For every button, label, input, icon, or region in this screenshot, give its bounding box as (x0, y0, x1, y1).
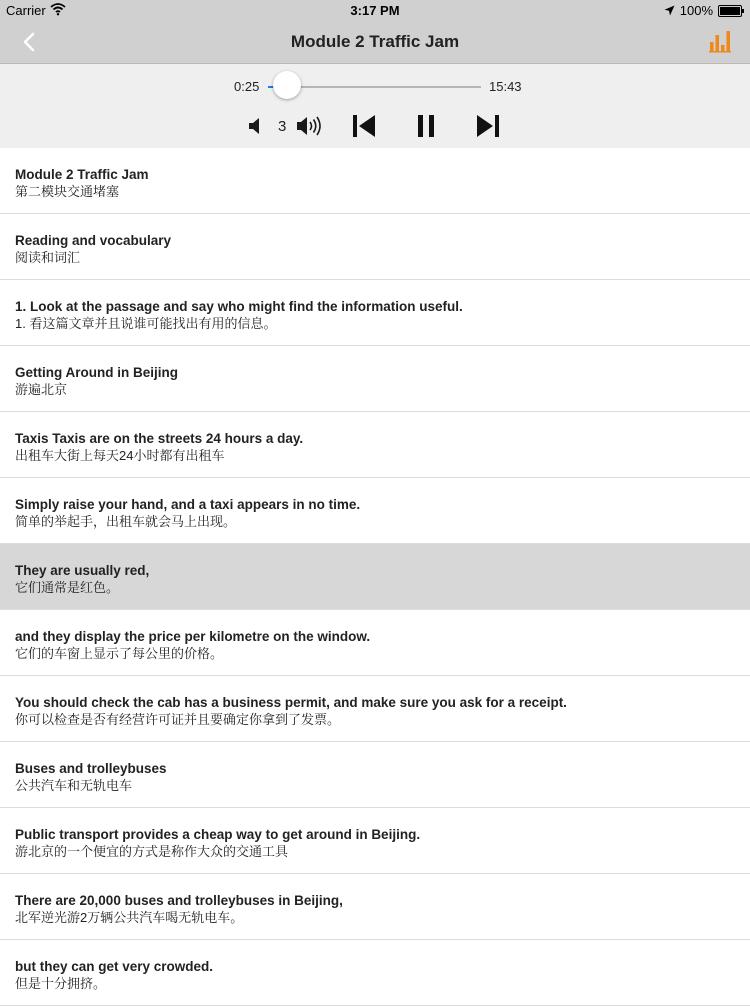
list-item[interactable] (0, 544, 750, 610)
nav-bar (0, 22, 750, 64)
sentence-english: There are 20,000 buses and trolleybuses in Beijing, (15, 893, 343, 908)
sentence-english: Getting Around in Beijing (15, 365, 178, 380)
list-item[interactable] (0, 478, 750, 544)
volume-down-icon[interactable] (248, 117, 264, 135)
list-item[interactable] (0, 214, 750, 280)
list-item[interactable] (0, 874, 750, 940)
list-item[interactable] (0, 940, 750, 1006)
sentence-chinese: 第二模块交通堵塞 (15, 184, 120, 199)
sentence-chinese: 1. 看这篇文章并且说谁可能找出有用的信息。 (15, 316, 277, 331)
list-item[interactable] (0, 280, 750, 346)
sentence-chinese: 出租车大街上每天24小时都有出租车 (15, 448, 225, 463)
carrier-label: Carrier (6, 3, 46, 18)
list-item[interactable] (0, 346, 750, 412)
list-item[interactable] (0, 676, 750, 742)
previous-track-icon[interactable] (352, 114, 376, 138)
sentence-english: Module 2 Traffic Jam (15, 167, 149, 182)
sentence-chinese: 简单的举起手，出租车就会马上出现。 (15, 514, 237, 529)
progress-thumb[interactable] (273, 71, 301, 99)
sentence-chinese: 游北京的一个便宜的方式是称作大众的交通工具 (15, 844, 289, 859)
sentence-chinese: 北军逆光游2万辆公共汽车喝无轨电车。 (15, 910, 244, 925)
list-item[interactable] (0, 808, 750, 874)
sentence-chinese: 它们通常是红色。 (15, 580, 120, 595)
sentence-chinese: 游遍北京 (15, 382, 68, 397)
sentence-english: Public transport provides a cheap way to get around in Beijing. (15, 827, 421, 842)
current-time: 0:25 (234, 79, 260, 94)
status-bar (0, 0, 750, 22)
sentence-chinese: 但是十分拥挤。 (15, 976, 107, 991)
sentence-english: Reading and vocabulary (15, 233, 172, 248)
total-time: 15:43 (489, 79, 522, 94)
sentence-english: Simply raise your hand, and a taxi appears in no time. (15, 497, 361, 512)
list-item[interactable] (0, 742, 750, 808)
clock: 3:17 PM (350, 3, 400, 18)
bar-chart-icon[interactable] (708, 29, 732, 53)
location-arrow-icon (664, 5, 675, 16)
sentence-english: Taxis Taxis are on the streets 24 hours a day. (15, 431, 304, 446)
list-item[interactable] (0, 148, 750, 214)
list-item[interactable] (0, 610, 750, 676)
sentence-chinese: 它们的车窗上显示了每公里的价格。 (15, 646, 224, 661)
sentence-english: Buses and trolleybuses (15, 761, 167, 776)
sentence-english: 1. Look at the passage and say who might find the information useful. (15, 299, 463, 314)
list-item[interactable] (0, 412, 750, 478)
sentence-chinese: 阅读和词汇 (15, 250, 81, 265)
sentence-list (0, 148, 750, 1006)
page-title: Module 2 Traffic Jam (290, 32, 460, 51)
pause-icon[interactable] (415, 114, 437, 138)
volume-level: 3 (278, 118, 287, 135)
next-track-icon[interactable] (476, 114, 500, 138)
volume-up-icon[interactable] (296, 115, 326, 137)
sentence-chinese: 公共汽车和无轨电车 (15, 778, 133, 793)
sentence-english: They are usually red, (15, 563, 150, 578)
sentence-english: and they display the price per kilometre on the window. (15, 629, 371, 644)
sentence-english: but they can get very crowded. (15, 959, 214, 974)
sentence-chinese: 你可以检查是否有经营许可证并且要确定你拿到了发票。 (15, 712, 341, 727)
audio-player (0, 64, 750, 148)
sentence-english: You should check the cab has a business permit, and make sure you ask for a receipt. (15, 695, 567, 710)
battery-icon (718, 5, 742, 17)
battery-percent: 100% (679, 3, 713, 18)
